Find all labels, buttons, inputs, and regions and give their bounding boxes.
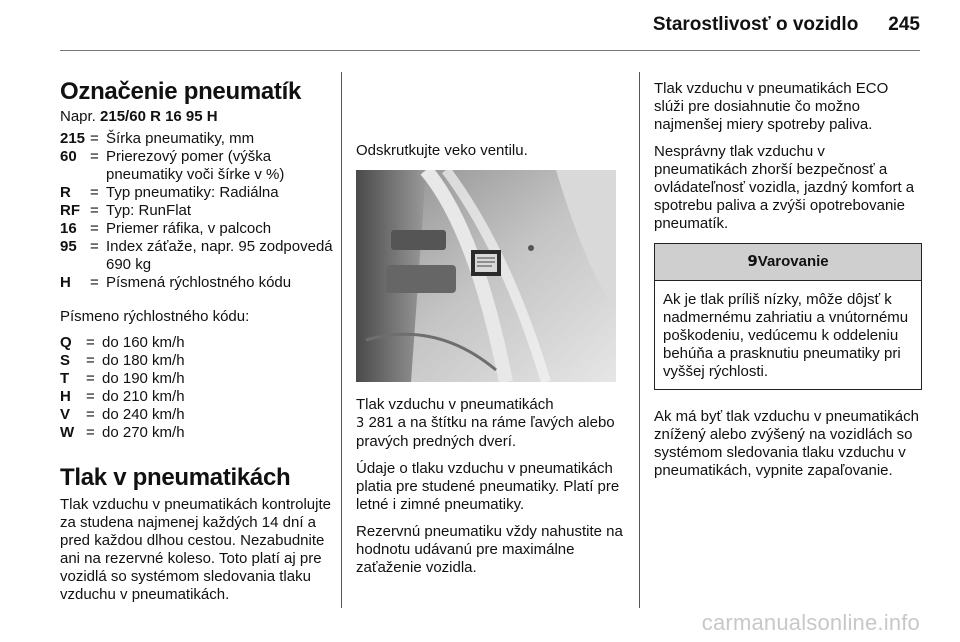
definition-key: 16: [60, 220, 77, 237]
speed-text: do 210 km/h: [102, 388, 185, 405]
column-middle: [356, 62, 624, 577]
equals-sign: =: [90, 184, 99, 201]
definition-key: 60: [60, 148, 77, 165]
pressure-para-3-prefix: Tlak vzduchu v pneumatikách: [356, 396, 554, 413]
column-middle-continuation-space: [356, 62, 624, 142]
definition-key: 215: [60, 130, 86, 147]
warning-header: [655, 244, 921, 281]
definition-text: Písmená rýchlostného kódu: [106, 274, 292, 291]
page-reference-icon: 3: [356, 416, 365, 431]
speed-row: [60, 370, 185, 388]
speed-key: T: [60, 370, 70, 387]
equals-sign: =: [90, 220, 99, 237]
speed-text: do 190 km/h: [102, 370, 185, 387]
eco-para-1: Tlak vzduchu v pneumatikách ECO slúži pre dosiahnutie čo možno najmenšej miery spotreby paliva.: [654, 80, 889, 133]
equals-sign: =: [90, 130, 99, 147]
speed-key: Q: [60, 334, 72, 351]
equals-sign: =: [90, 148, 99, 165]
speed-row: [60, 352, 185, 370]
equals-sign: =: [86, 334, 95, 351]
definition-text: Typ: RunFlat: [106, 202, 192, 219]
speed-row: [60, 406, 185, 424]
warning-title: Varovanie: [757, 253, 829, 270]
column-divider-1: [341, 72, 342, 608]
speed-key: S: [60, 352, 71, 369]
pressure-para-3-reference: 281 a na štítku na ráme ľavých alebo pravých predných dverí.: [356, 414, 615, 450]
definition-text: Šírka pneumatiky, mm: [106, 130, 255, 147]
header-rule: [60, 50, 920, 51]
example-prefix: Napr.: [60, 108, 96, 125]
speed-key: V: [60, 406, 71, 423]
column-left: [60, 78, 335, 604]
definition-row: [60, 202, 335, 220]
speed-code-intro: Písmeno rýchlostného kódu:: [60, 308, 250, 325]
definition-key: 95: [60, 238, 77, 255]
speed-text: do 180 km/h: [102, 352, 185, 369]
speed-text: do 270 km/h: [102, 424, 185, 441]
equals-sign: =: [86, 406, 95, 423]
pressure-para-3: [356, 396, 624, 451]
tire-definition-list: [60, 130, 335, 292]
speed-row: [60, 424, 185, 442]
definition-key: R: [60, 184, 71, 201]
warning-triangle-icon: 9: [747, 252, 758, 270]
definition-text: Typ pneumatiky: Radiálna: [106, 184, 279, 201]
definition-text: Prierezový pomer (výška pneumatiky voči šírke v %): [106, 148, 285, 183]
speed-row: [60, 388, 185, 406]
pressure-para-1: Tlak vzduchu v pneumatikách kontrolujte za studena najmenej každých 14 dní a pred každou dlhou cestou. Nezabudnite ani na rezervné koleso. Toto platí aj pre vozidlá so systémom sledovania tlaku vzduchu v pneumatikách.: [60, 496, 331, 603]
speed-text: do 240 km/h: [102, 406, 185, 423]
definition-row: [60, 274, 335, 292]
column-divider-2: [639, 72, 640, 608]
door-frame-illustration: [356, 170, 616, 382]
door-frame-label-photo: [356, 170, 616, 382]
section-heading-tire-marking: Označenie pneumatík: [60, 78, 302, 105]
speed-code-list: [60, 334, 185, 442]
speed-key: W: [60, 424, 75, 441]
definition-row: [60, 184, 335, 202]
header-title: Starostlivosť o vozidlo: [652, 14, 859, 35]
column-right: [654, 80, 922, 480]
pressure-para-2: Odskrutkujte veko ventilu.: [356, 142, 528, 159]
page-number: 245: [888, 14, 920, 35]
eco-para-3: Ak má byť tlak vzduchu v pneumatikách znížený alebo zvýšený na vozidlách so systémom sledovania tlaku vzduchu v pneumatikách, vypnite zapaľovanie.: [654, 408, 919, 479]
pressure-para-4: Údaje o tlaku vzduchu v pneumatikách platia pre studené pneumatiky. Platí pre letné i zimné pneumatiky.: [356, 460, 620, 513]
definition-row: [60, 220, 335, 238]
definition-text: Priemer ráfika, v palcoch: [106, 220, 272, 237]
definition-row: [60, 130, 335, 148]
definition-row: [60, 148, 335, 184]
speed-key: H: [60, 388, 71, 405]
speed-row: [60, 334, 185, 352]
eco-para-2: Nesprávny tlak vzduchu v pneumatikách zhorší bezpečnosť a ovládateľnosť vozidla, jazdný komfort a spotrebu paliva a zvýši opotrebovanie pneumatík.: [654, 143, 915, 232]
equals-sign: =: [90, 238, 99, 255]
definition-key: H: [60, 274, 71, 291]
example-code: 215/60 R 16 95 H: [100, 108, 218, 125]
definition-key: RF: [60, 202, 80, 219]
definition-row: [60, 238, 335, 274]
section-heading-tire-pressure: Tlak v pneumatikách: [60, 464, 291, 491]
pressure-para-5: Rezervnú pneumatiku vždy nahustite na hodnotu udávanú pre maximálne zaťaženie vozidla.: [356, 523, 623, 576]
equals-sign: =: [90, 202, 99, 219]
equals-sign: =: [86, 424, 95, 441]
equals-sign: =: [90, 274, 99, 291]
warning-body: Ak je tlak príliš nízky, môže dôjsť k nadmernému zahriatiu a vnútornému poškodeniu, vedúcemu k oddeleniu behúňa a prasknutiu pneumatiky pri vyššej rýchlosti.: [663, 291, 909, 380]
tire-example: [60, 108, 335, 126]
speed-text: do 160 km/h: [102, 334, 185, 351]
equals-sign: =: [86, 352, 95, 369]
equals-sign: =: [86, 388, 95, 405]
warning-box: [654, 243, 922, 390]
page-header: [653, 14, 920, 36]
watermark: carmanualsonline.info: [701, 610, 920, 635]
equals-sign: =: [86, 370, 95, 387]
definition-text: Index záťaže, napr. 95 zodpovedá 690 kg: [106, 238, 333, 273]
